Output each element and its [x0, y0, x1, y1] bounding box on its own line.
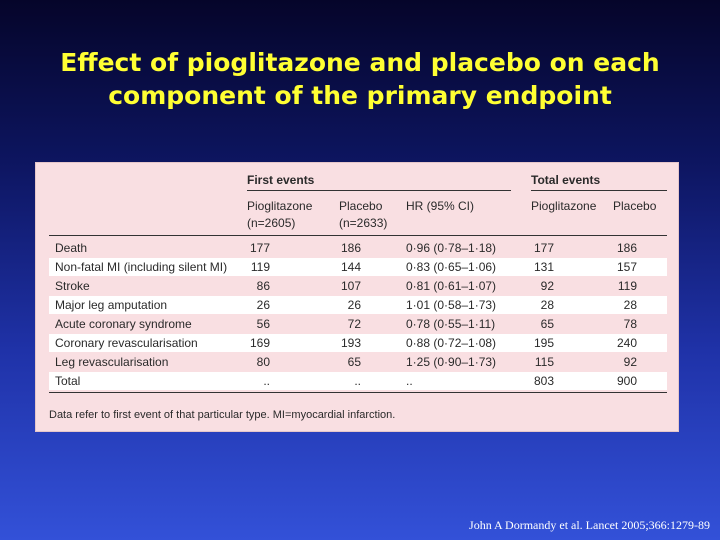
table-row — [49, 277, 667, 295]
cell-pioglitazone-first: 56 — [256, 317, 270, 331]
cell-hr: 0·78 (0·55–1·11) — [406, 317, 496, 331]
cell-pioglitazone-total: 803 — [533, 374, 554, 388]
first-events-rule — [247, 190, 511, 191]
col-header-pioglitazone-total: Pioglitazone — [531, 199, 597, 213]
slide-title — [0, 46, 720, 112]
cell-pioglitazone-total: 115 — [534, 355, 554, 369]
cell-placebo-first: 26 — [347, 298, 361, 312]
col-header-pioglitazone-first — [247, 198, 312, 232]
cell-placebo-first: 186 — [340, 241, 361, 255]
header-bottom-rule — [49, 235, 667, 236]
cell-placebo-first: 72 — [347, 317, 361, 331]
row-label: Acute coronary syndrome — [55, 317, 192, 331]
cell-placebo-first: 107 — [340, 279, 361, 293]
citation: John A Dormandy et al. Lancet 2005;366:1279-89 — [469, 518, 710, 532]
cell-placebo-total: 157 — [616, 260, 637, 274]
col-header-placebo-first-label: Placebo — [339, 199, 383, 213]
total-events-rule — [531, 190, 667, 191]
cell-pioglitazone-total: 131 — [533, 260, 554, 274]
row-label: Death — [55, 241, 88, 255]
row-label: Stroke — [55, 279, 90, 293]
cell-pioglitazone-first: .. — [263, 374, 270, 388]
cell-placebo-first: 144 — [340, 260, 361, 274]
cell-placebo-total: 240 — [616, 336, 637, 350]
table-row — [49, 258, 667, 276]
row-label: Leg revascularisation — [55, 355, 169, 369]
cell-placebo-total: 78 — [623, 317, 637, 331]
col-header-hr: HR (95% CI) — [406, 199, 475, 213]
cell-placebo-total: 119 — [617, 279, 637, 293]
cell-hr: 0·81 (0·61–1·07) — [406, 279, 497, 293]
cell-hr: 0·96 (0·78–1·18) — [406, 241, 497, 255]
cell-pioglitazone-first: 86 — [256, 279, 270, 293]
title-line-1: Effect of pioglitazone and placebo on each — [60, 48, 660, 77]
cell-pioglitazone-total: 92 — [540, 279, 554, 293]
cell-placebo-total: 900 — [616, 374, 637, 388]
results-table-panel — [35, 162, 679, 432]
header-total-events: Total events — [531, 173, 601, 187]
cell-pioglitazone-total: 177 — [533, 241, 554, 255]
cell-hr: .. — [406, 374, 413, 388]
cell-hr: 0·83 (0·65–1·06) — [406, 260, 497, 274]
row-label: Coronary revascularisation — [55, 336, 198, 350]
cell-pioglitazone-total: 195 — [533, 336, 554, 350]
table-bottom-rule — [49, 392, 667, 393]
table-row — [49, 296, 667, 314]
cell-pioglitazone-first: 119 — [250, 260, 270, 274]
cell-pioglitazone-first: 80 — [256, 355, 270, 369]
row-label: Total — [55, 374, 81, 388]
cell-pioglitazone-first: 177 — [249, 241, 270, 255]
col-header-placebo-total: Placebo — [613, 199, 657, 213]
col-header-placebo-first — [339, 198, 387, 232]
cell-placebo-total: 186 — [616, 241, 637, 255]
row-label: Non-fatal MI (including silent MI) — [55, 260, 228, 274]
col-header-pioglitazone-first-label: Pioglitazone — [247, 199, 313, 213]
table-row — [49, 334, 667, 352]
cell-pioglitazone-total: 65 — [540, 317, 554, 331]
cell-placebo-first: 193 — [340, 336, 361, 350]
cell-pioglitazone-first: 26 — [256, 298, 270, 312]
cell-pioglitazone-total: 28 — [540, 298, 554, 312]
cell-placebo-total: 92 — [623, 355, 637, 369]
cell-hr: 1·01 (0·58–1·73) — [406, 298, 497, 312]
cell-hr: 0·88 (0·72–1·08) — [406, 336, 497, 350]
title-line-2: component of the primary endpoint — [108, 81, 612, 110]
cell-placebo-total: 28 — [623, 298, 637, 312]
table-row — [49, 372, 667, 390]
col-header-placebo-first-n: (n=2633) — [339, 216, 388, 230]
table-footnote: Data refer to first event of that particular type. MI=myocardial infarction. — [49, 409, 396, 421]
cell-placebo-first: 65 — [347, 355, 361, 369]
cell-hr: 1·25 (0·90–1·73) — [406, 355, 497, 369]
row-label: Major leg amputation — [55, 298, 168, 312]
cell-placebo-first: .. — [354, 374, 361, 388]
col-header-pioglitazone-first-n: (n=2605) — [247, 216, 296, 230]
table-row — [49, 239, 667, 257]
header-first-events: First events — [247, 173, 315, 187]
cell-pioglitazone-first: 169 — [249, 336, 270, 350]
table-row — [49, 315, 667, 333]
table-row — [49, 353, 667, 371]
